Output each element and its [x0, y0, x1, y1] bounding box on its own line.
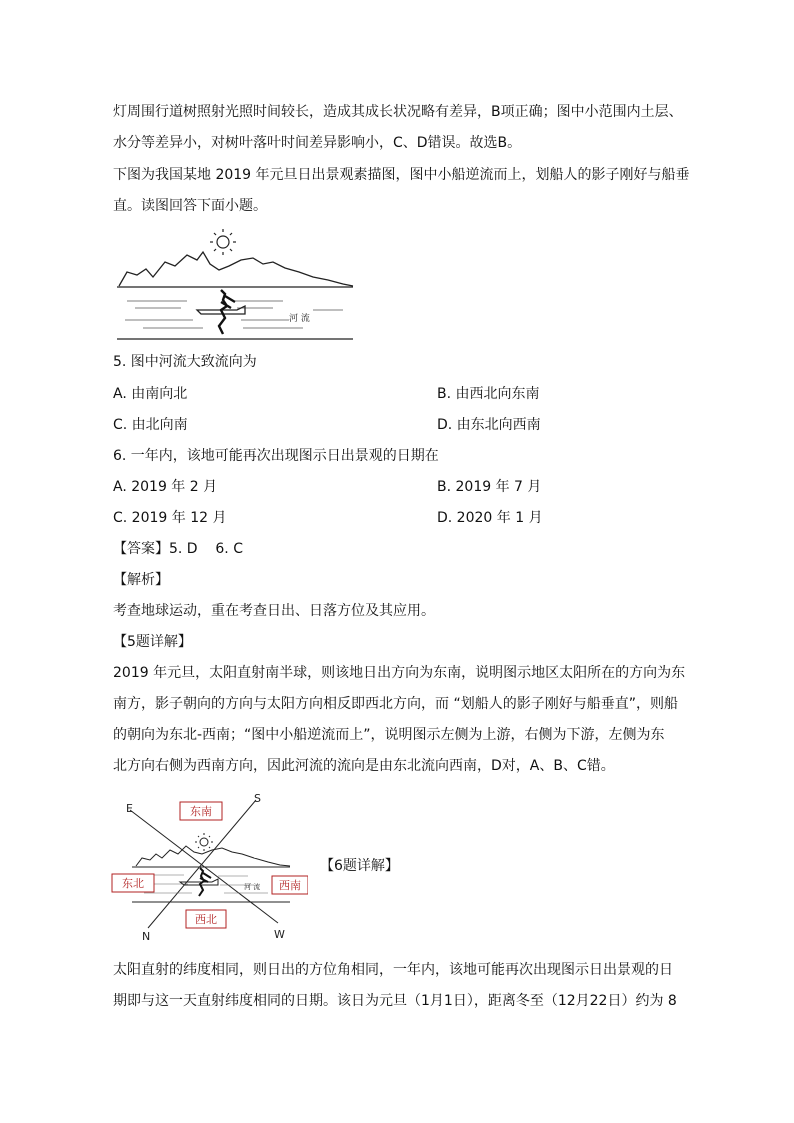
q5-stem: 5. 图中河流大致流向为	[113, 354, 257, 370]
q5-option-d: D. 由东北向西南	[437, 417, 541, 433]
sun-icon	[195, 833, 213, 851]
box-northwest-label: 西北	[195, 913, 217, 926]
q6-option-b: B. 2019 年 7 月	[437, 479, 542, 495]
intro-line2: 直。读图回答下面小题。	[113, 198, 267, 214]
detail5-heading: 【5题详解】	[113, 634, 192, 650]
sun-icon	[210, 229, 236, 255]
box-northeast-label: 东北	[122, 877, 144, 890]
letter-n: N	[142, 930, 151, 943]
river-label: 河 流	[244, 883, 261, 891]
p1-line2: 水分等差异小，对树叶落叶时间差异影响小，C、D错误。故选B。	[113, 135, 522, 151]
q6-option-a: A. 2019 年 2 月	[113, 479, 218, 495]
q5-option-b: B. 由西北向东南	[437, 386, 540, 402]
sunrise-sketch-figure	[113, 222, 358, 344]
q6-option-d: D. 2020 年 1 月	[437, 510, 543, 526]
box-southeast-label: 东南	[190, 805, 212, 818]
box-southwest-label: 西南	[279, 879, 301, 892]
q6-stem: 6. 一年内，该地可能再次出现图示日出景观的日期在	[113, 448, 439, 464]
box-northeast	[112, 874, 154, 892]
q5-option-c: C. 由北向南	[113, 417, 188, 433]
river-label: 河 流	[289, 314, 310, 324]
box-northwest	[186, 910, 226, 928]
letter-s: S	[254, 792, 261, 805]
direction-diagram-figure	[108, 788, 308, 946]
detail5-line1: 2019 年元旦，太阳直射南半球，则该地日出方向为东南，说明图示地区太阳所在的方向为东	[113, 665, 686, 681]
detail6-line2: 期即与这一天直射纬度相同的日期。该日为元旦（1月1日），距离冬至（12月22日）约为 8	[113, 993, 677, 1009]
detail5-line4: 北方向右侧为西南方向，因此河流的流向是由东北流向西南，D对，A、B、C错。	[113, 758, 615, 774]
letter-e: E	[126, 802, 133, 815]
answer-line: 【答案】5. D 6. C	[113, 541, 243, 557]
mountain-ridge	[119, 252, 353, 286]
letter-w: W	[274, 928, 285, 941]
box-southeast	[180, 802, 222, 820]
box-southwest	[272, 876, 308, 894]
detail5-line3: 的朝向为东北-西南；“图中小船逆流而上”，说明图示左侧为上游，右侧为下游，左侧为东	[113, 727, 665, 743]
mountain-ridge	[136, 846, 290, 866]
analysis-heading: 【解析】	[113, 572, 169, 588]
analysis-text: 考查地球运动，重在考查日出、日落方位及其应用。	[113, 603, 435, 619]
q5-option-a: A. 由南向北	[113, 386, 188, 402]
intro-line1: 下图为我国某地 2019 年元旦日出景观素描图，图中小船逆流而上，划船人的影子刚好与船垂	[113, 167, 690, 183]
detail5-line2: 南方，影子朝向的方向与太阳方向相反即西北方向，而 “划船人的影子刚好与船垂直”，则船	[113, 696, 678, 712]
p1-line1: 灯周围行道树照射光照时间较长，造成其成长状况略有差异，B项正确；图中小范围内土层、	[113, 104, 683, 120]
rower	[219, 290, 235, 334]
detail6-line1: 太阳直射的纬度相同，则日出的方位角相同，一年内，该地可能再次出现图示日出景观的日	[113, 962, 673, 978]
detail6-heading: 【6题详解】	[320, 858, 399, 874]
q6-option-c: C. 2019 年 12 月	[113, 510, 227, 526]
